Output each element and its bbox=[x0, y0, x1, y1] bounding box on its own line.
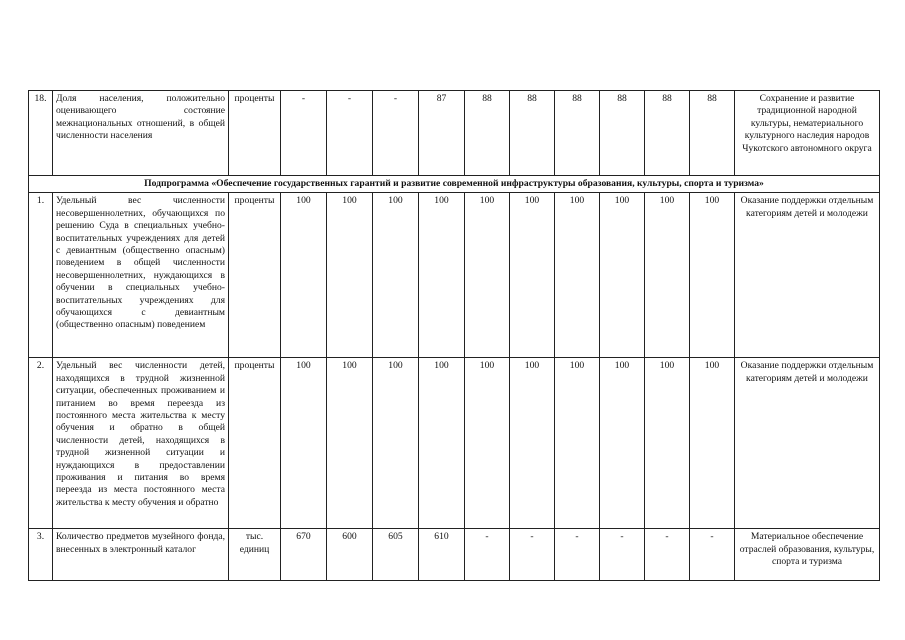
value-cell: 87 bbox=[419, 91, 465, 176]
value-cell: 100 bbox=[645, 193, 690, 358]
value-cell: 88 bbox=[510, 91, 555, 176]
value-cell: - bbox=[281, 91, 327, 176]
value-cell: 100 bbox=[600, 358, 645, 529]
value-cell: 100 bbox=[281, 193, 327, 358]
value-cell: - bbox=[645, 529, 690, 581]
value-cell: - bbox=[555, 529, 600, 581]
table-row bbox=[29, 529, 880, 581]
expected-result: Материальное обеспечение отраслей образования, культуры, спорта и туризма bbox=[735, 529, 880, 581]
value-cell: 600 bbox=[327, 529, 373, 581]
table-row bbox=[29, 358, 880, 529]
value-cell: 88 bbox=[465, 91, 510, 176]
value-cell: - bbox=[600, 529, 645, 581]
value-cell: 605 bbox=[373, 529, 419, 581]
unit-cell: проценты bbox=[229, 358, 281, 529]
value-cell: - bbox=[690, 529, 735, 581]
value-cell: 100 bbox=[465, 193, 510, 358]
indicator-name: Удельный вес численности детей, находящихся в трудной жизненной ситуации, обеспеченных проживанием и питанием во время переезда из постоянного места жительства к месту обучения и обратно в общей численности детей, находящихся в трудной жизненной ситуации и нуждающихся в предоставлении проживания и питания во время переезда из места постоянного места жительства к месту обучения и обратно bbox=[53, 358, 229, 529]
value-cell: 100 bbox=[281, 358, 327, 529]
expected-result: Сохранение и развитие традиционной народной культуры, нематериального культурного наследия народов Чукотского автономного округа bbox=[735, 91, 880, 176]
indicator-name: Доля населения, положительно оценивающего состояние межнациональных отношений, в общей численности населения bbox=[53, 91, 229, 176]
value-cell: 88 bbox=[690, 91, 735, 176]
unit-cell: проценты bbox=[229, 91, 281, 176]
expected-result: Оказание поддержки отдельным категориям детей и молодежи bbox=[735, 193, 880, 358]
document-page bbox=[28, 90, 879, 581]
value-cell: 100 bbox=[510, 193, 555, 358]
value-cell: - bbox=[510, 529, 555, 581]
row-number: 2. bbox=[29, 358, 53, 529]
value-cell: 100 bbox=[600, 193, 645, 358]
value-cell: 100 bbox=[327, 193, 373, 358]
value-cell: 100 bbox=[690, 193, 735, 358]
subprogram-row bbox=[29, 176, 880, 193]
value-cell: 88 bbox=[600, 91, 645, 176]
value-cell: 100 bbox=[645, 358, 690, 529]
row-number: 1. bbox=[29, 193, 53, 358]
subprogram-title: Подпрограмма «Обеспечение государственных гарантий и развитие современной инфраструктуры образования, культуры, спорта и туризма» bbox=[29, 176, 880, 193]
value-cell: 100 bbox=[327, 358, 373, 529]
value-cell: 100 bbox=[373, 358, 419, 529]
table-row bbox=[29, 193, 880, 358]
value-cell: 100 bbox=[510, 358, 555, 529]
value-cell: 100 bbox=[465, 358, 510, 529]
indicator-name: Удельный вес численности несовершеннолетних, обучающихся по решению Суда в специальных учебно-воспитательных учреждениях для детей с девиантным (общественно опасным) поведением в общей численности несовершеннолетних, нуждающихся в обучении в специальных учебно-воспитательных учреждениях для обучающихся с девиантным (общественно опасным) поведением bbox=[53, 193, 229, 358]
value-cell: 88 bbox=[555, 91, 600, 176]
value-cell: 670 bbox=[281, 529, 327, 581]
indicator-name: Количество предметов музейного фонда, внесенных в электронный каталог bbox=[53, 529, 229, 581]
unit-cell: проценты bbox=[229, 193, 281, 358]
value-cell: - bbox=[373, 91, 419, 176]
table-row bbox=[29, 91, 880, 176]
value-cell: 100 bbox=[555, 193, 600, 358]
expected-result: Оказание поддержки отдельным категориям детей и молодежи bbox=[735, 358, 880, 529]
value-cell: 100 bbox=[419, 358, 465, 529]
indicators-table bbox=[28, 90, 880, 581]
value-cell: - bbox=[327, 91, 373, 176]
unit-cell: тыс. единиц bbox=[229, 529, 281, 581]
value-cell: - bbox=[465, 529, 510, 581]
row-number: 3. bbox=[29, 529, 53, 581]
value-cell: 100 bbox=[690, 358, 735, 529]
value-cell: 100 bbox=[555, 358, 600, 529]
row-number: 18. bbox=[29, 91, 53, 176]
value-cell: 610 bbox=[419, 529, 465, 581]
value-cell: 88 bbox=[645, 91, 690, 176]
value-cell: 100 bbox=[373, 193, 419, 358]
value-cell: 100 bbox=[419, 193, 465, 358]
